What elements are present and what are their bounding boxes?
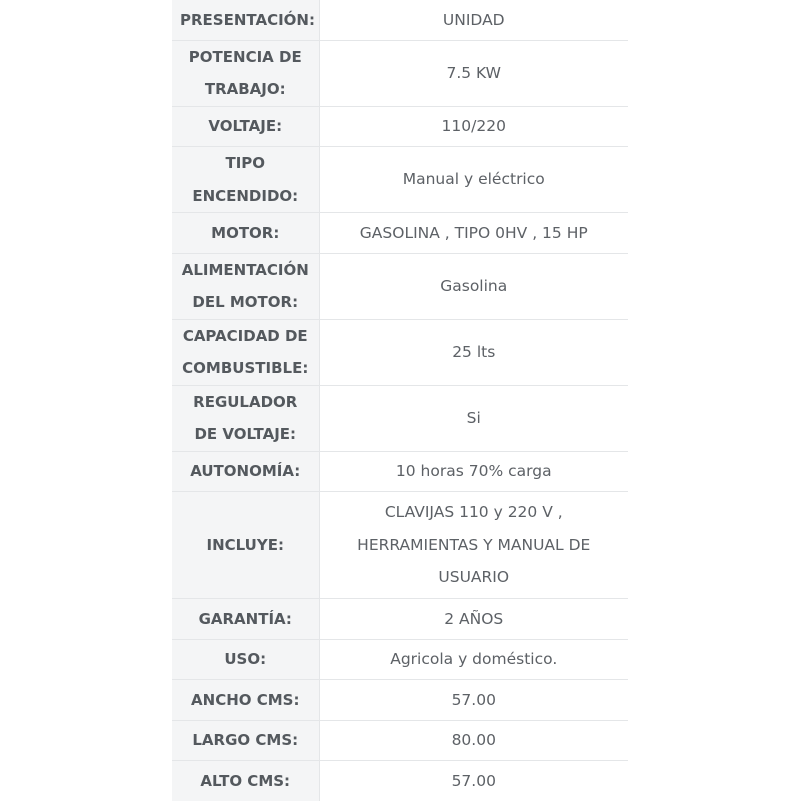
- spec-label: USO:: [172, 639, 319, 680]
- spec-value: Si: [319, 385, 628, 451]
- spec-row-alto: [172, 761, 628, 801]
- spec-table: [172, 0, 628, 801]
- spec-value: Agricola y doméstico.: [319, 639, 628, 680]
- spec-row-largo: [172, 720, 628, 761]
- spec-row-uso: [172, 639, 628, 680]
- spec-value: GASOLINA , TIPO 0HV , 15 HP: [319, 213, 628, 254]
- spec-value: 57.00: [319, 761, 628, 801]
- spec-row-autonomia: [172, 451, 628, 492]
- spec-label: LARGO CMS:: [172, 720, 319, 761]
- spec-row-potencia: [172, 40, 628, 106]
- spec-value: 25 lts: [319, 319, 628, 385]
- spec-value: Gasolina: [319, 253, 628, 319]
- spec-value: UNIDAD: [319, 0, 628, 40]
- spec-label: GARANTÍA:: [172, 599, 319, 640]
- spec-label: ALIMENTACIÓN DEL MOTOR:: [172, 253, 319, 319]
- spec-value: 10 horas 70% carga: [319, 451, 628, 492]
- spec-label: ALTO CMS:: [172, 761, 319, 801]
- spec-value: Manual y eléctrico: [319, 147, 628, 213]
- spec-value: 7.5 KW: [319, 40, 628, 106]
- spec-row-alimentacion: [172, 253, 628, 319]
- spec-label: ANCHO CMS:: [172, 680, 319, 721]
- spec-label: AUTONOMÍA:: [172, 451, 319, 492]
- spec-label: REGULADOR DE VOLTAJE:: [172, 385, 319, 451]
- spec-row-incluye: [172, 492, 628, 599]
- spec-value: CLAVIJAS 110 y 220 V , HERRAMIENTAS Y MANUAL DE USUARIO: [319, 492, 628, 599]
- spec-row-capacidad: [172, 319, 628, 385]
- spec-value: 57.00: [319, 680, 628, 721]
- spec-label: CAPACIDAD DE COMBUSTIBLE:: [172, 319, 319, 385]
- spec-value: 2 AÑOS: [319, 599, 628, 640]
- spec-label: INCLUYE:: [172, 492, 319, 599]
- spec-row-motor: [172, 213, 628, 254]
- spec-row-ancho: [172, 680, 628, 721]
- spec-value: 80.00: [319, 720, 628, 761]
- spec-row-encendido: [172, 147, 628, 213]
- spec-row-presentacion: [172, 0, 628, 40]
- spec-value: 110/220: [319, 106, 628, 147]
- spec-row-voltaje: [172, 106, 628, 147]
- spec-label: TIPO ENCENDIDO:: [172, 147, 319, 213]
- spec-label: PRESENTACIÓN:: [172, 0, 319, 40]
- spec-label: POTENCIA DE TRABAJO:: [172, 40, 319, 106]
- spec-row-regulador: [172, 385, 628, 451]
- spec-row-garantia: [172, 599, 628, 640]
- spec-label: MOTOR:: [172, 213, 319, 254]
- spec-label: VOLTAJE:: [172, 106, 319, 147]
